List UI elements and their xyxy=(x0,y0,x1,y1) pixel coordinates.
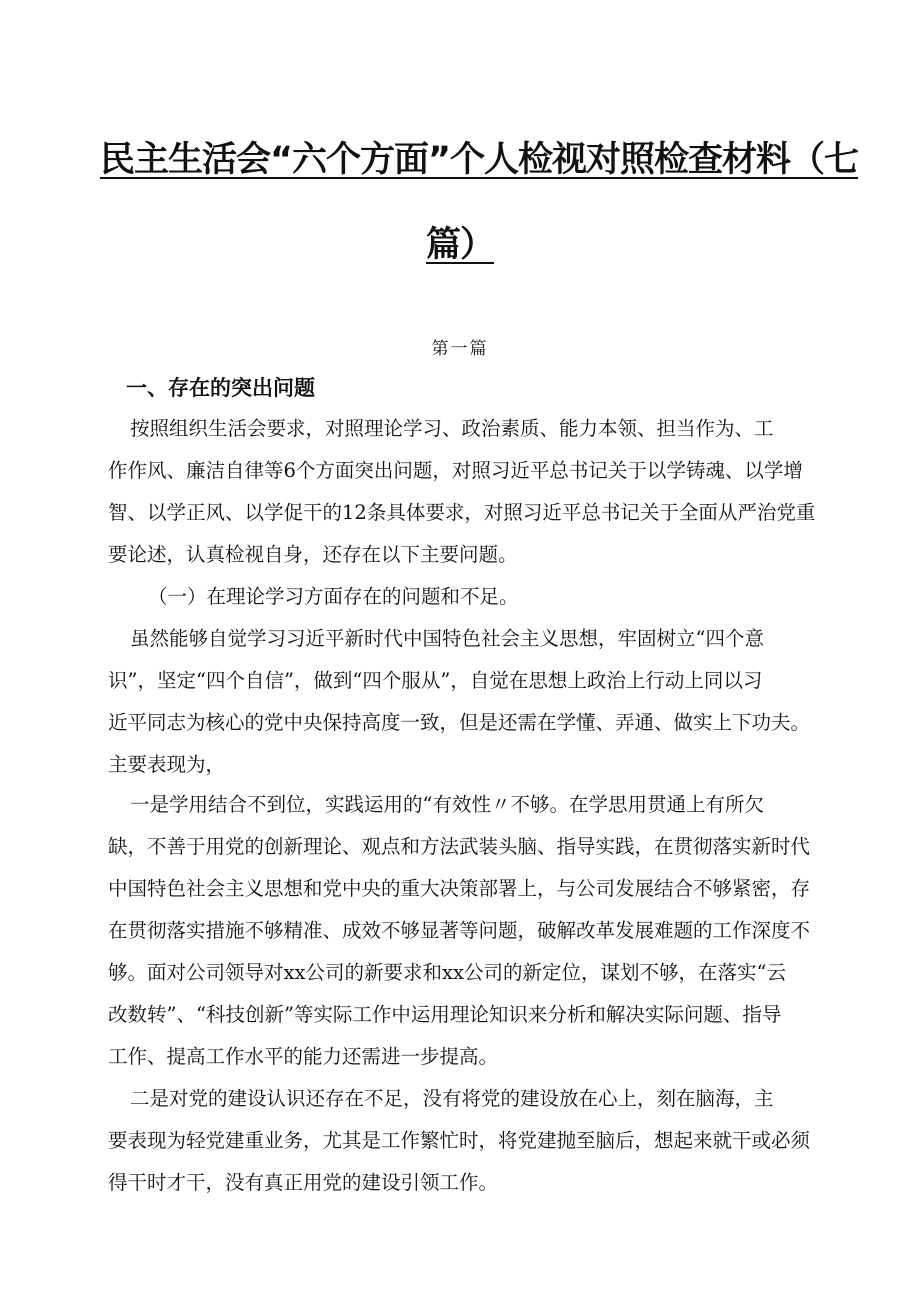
paragraph-line: 缺，不善于用党的创新理论、观点和方法武装头脑、指导实践，在贯彻落实新时代 xyxy=(108,835,811,858)
paragraph-line: 智、以学正风、以学促干的12条具体要求，对照习近平总书记关于全面从严治党重 xyxy=(108,501,816,524)
paragraph-line: 识”，坚定“四个自信”，做到“四个服从”，自觉在思想上政治上行动上同以习 xyxy=(108,669,763,692)
paragraph-line: 中国特色社会主义思想和党中央的重大决策部署上，与公司发展结合不够紧密，存 xyxy=(108,877,811,900)
paragraph-line: 作作风、廉洁自律等6个方面突出问题，对照习近平总书记关于以学铸魂、以学增 xyxy=(108,459,803,482)
paragraph-line: 要论述，认真检视自身，还存在以下主要问题。 xyxy=(108,543,518,566)
document-title-line2: 篇） xyxy=(425,225,494,265)
paragraph-line: 主要表现为， xyxy=(108,753,226,776)
paragraph-line: 改数转”、“科技创新”等实际工作中运用理论知识来分析和解决实际问题、指导 xyxy=(108,1003,782,1026)
paragraph-2 xyxy=(108,618,810,786)
paragraph-line: 要表现为轻党建重业务，尤其是工作繁忙时，将党建抛至脑后，想起来就干或必须 xyxy=(108,1129,811,1152)
paragraph-line: 工作、提高工作水平的能力还需进一步提高。 xyxy=(108,1045,499,1068)
paragraph-1 xyxy=(108,408,815,576)
paragraph-3 xyxy=(108,784,810,1078)
section-heading: 一、存在的突出问题 xyxy=(126,376,315,400)
chapter-label: 第一篇 xyxy=(431,339,489,359)
paragraph-line: 一是学用结合不到位，实践运用的“有效性〃不够。在学思用贯通上有所欠 xyxy=(130,793,764,816)
paragraph-line: 二是对党的建设认识还存在不足，没有将党的建设放在心上，刻在脑海，主 xyxy=(130,1087,774,1110)
paragraph-line: 得干时才干，没有真正用党的建设引领工作。 xyxy=(108,1171,499,1194)
paragraph-4 xyxy=(108,1078,810,1204)
paragraph-line: 够。面对公司领导对xx公司的新要求和xx公司的新定位，谋划不够，在落实“云 xyxy=(108,961,786,984)
paragraph-line: 按照组织生活会要求，对照理论学习、政治素质、能力本领、担当作为、工 xyxy=(130,417,774,440)
paragraph-line: 在贯彻落实措施不够精准、成效不够显著等问题，破解改革发展难题的工作深度不 xyxy=(108,919,811,942)
paragraph-line: 虽然能够自觉学习习近平新时代中国特色社会主义思想，牢固树立“四个意 xyxy=(130,627,764,650)
subsection-heading: （一）在理论学习方面存在的问题和不足。 xyxy=(148,585,519,608)
paragraph-line: 近平同志为核心的党中央保持高度一致，但是还需在学懂、弄通、做实上下功夫。 xyxy=(108,711,811,734)
document-title-line1: 民主生活会“六个方面”个人检视对照检查材料（七 xyxy=(100,140,859,180)
